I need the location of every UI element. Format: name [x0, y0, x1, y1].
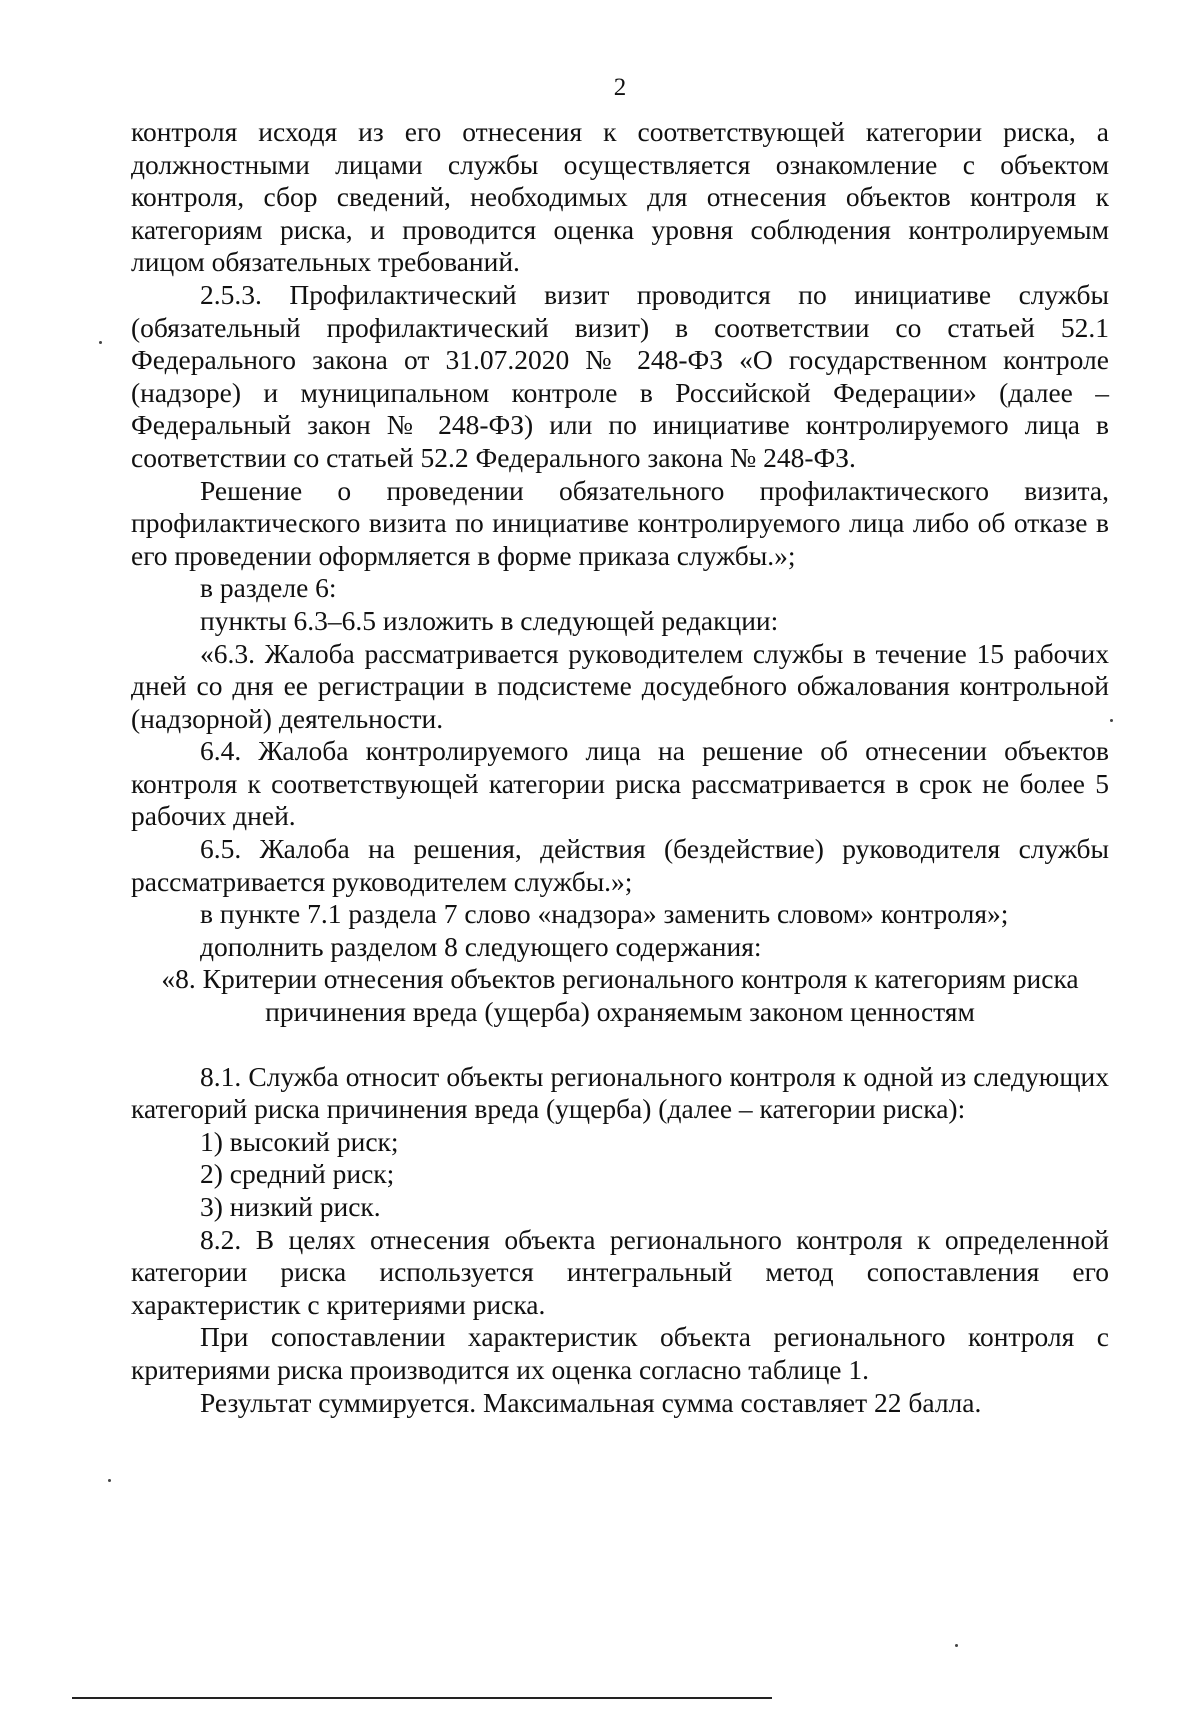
- scan-speck: [108, 1479, 111, 1482]
- footer-rule: [72, 1697, 772, 1699]
- paragraph-items-6-3-6-5: пункты 6.3–6.5 изложить в следующей редакции:: [200, 604, 779, 636]
- paragraph-comparison: При сопоставлении характеристик объекта регионального контроля с критериями риска производится их оценка согласно таблице 1.: [131, 1321, 1109, 1385]
- paragraph-8-1: 8.1. Служба относит объекты регионального контроля к одной из следующих категорий риска причинения вреда (ущерба) (далее – категории риска):: [131, 1060, 1109, 1125]
- paragraph-result-sum: Результат суммируется. Максимальная сумма составляет 22 балла.: [200, 1386, 982, 1418]
- scan-speck: [955, 1644, 958, 1647]
- list-item-medium-risk: 2) средний риск;: [200, 1158, 395, 1190]
- paragraph-6-4: 6.4. Жалоба контролируемого лица на решение об отнесении объектов контроля к соответствующей категории риска рассматривается в срок не более 5 рабочих дней.: [131, 735, 1109, 832]
- section-8-heading-line-1: «8. Критерии отнесения объектов регионального контроля к категориям риска: [161, 963, 1079, 995]
- scan-speck: [1110, 719, 1113, 722]
- list-item-high-risk: 1) высокий риск;: [200, 1125, 399, 1157]
- scan-speck: [99, 341, 102, 344]
- list-item-low-risk: 3) низкий риск.: [200, 1191, 381, 1222]
- paragraph-6-3: «6.3. Жалоба рассматривается руководителем службы в течение 15 рабочих дней со дня ее регистрации в подсистеме досудебного обжалования контрольной (надзорной) деятельности.: [131, 637, 1109, 734]
- paragraph-add-section-8: дополнить разделом 8 следующего содержания:: [200, 930, 762, 962]
- document-body: [131, 116, 1109, 1419]
- spacer: [131, 1029, 1109, 1061]
- paragraph-continuation: контроля исходя из его отнесения к соответствующей категории риска, а должностными лицами службы осуществляется ознакомление с объектом контроля, сбор сведений, необходимых для отнесения объектов контроля к категориям риска, и проводится оценка уровня соблюдения контролируемым лицом обязательных требований.: [131, 116, 1109, 278]
- page-number: 2: [613, 74, 627, 101]
- paragraph-2-5-3: 2.5.3. Профилактический визит проводится по инициативе службы (обязательный профилактический визит) в соответствии со статьей 52.1 Федерального закона от 31.07.2020 № 248-ФЗ «О государственном контроле (надзоре) и муниципальном контроле в Российской Федерации» (далее – Федеральный закон № 248-ФЗ) или по инициативе контролируемого лица в соответствии со статьей 52.2 Федерального закона № 248-ФЗ.: [131, 278, 1109, 473]
- section-8-heading-line-2: причинения вреда (ущерба) охраняемым законом ценностям: [265, 996, 975, 1028]
- paragraph-6-5: 6.5. Жалоба на решения, действия (бездействие) руководителя службы рассматривается руководителем службы.»;: [131, 833, 1109, 897]
- paragraph-section-6: в разделе 6:: [200, 572, 337, 604]
- paragraph-7-1: в пункте 7.1 раздела 7 слово «надзора» заменить словом» контроля»;: [200, 898, 1009, 930]
- paragraph-8-2: 8.2. В целях отнесения объекта регионального контроля к определенной категории риска используется интегральный метод сопоставления его характеристик с критериями риска.: [131, 1223, 1109, 1320]
- paragraph-decision: Решение о проведении обязательного профилактического визита, профилактического визита по инициативе контролируемого лица либо об отказе в его проведении оформляется в форме приказа службы.»;: [131, 474, 1109, 571]
